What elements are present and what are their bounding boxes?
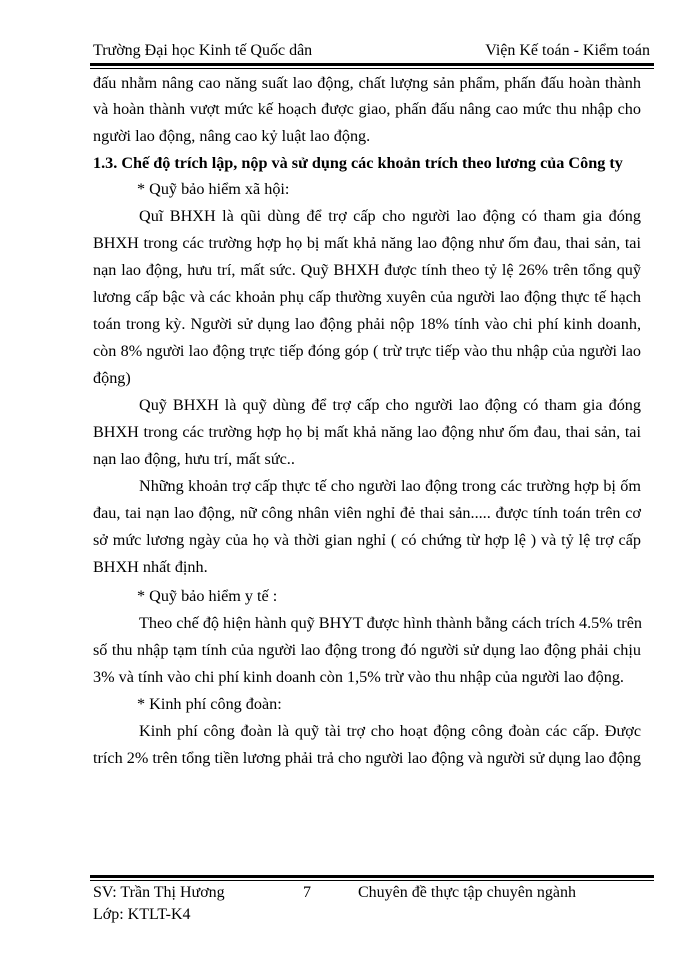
text-line: nạn lao động, hưu trí, mất sức. Quỹ BHXH được tính theo tỷ lệ 26% trên tổng quỹ	[93, 261, 641, 279]
footer-report-title: Chuyên đề thực tập chuyên ngành	[358, 884, 576, 901]
page-number: 7	[303, 884, 311, 901]
footer-rule-thin	[90, 880, 654, 881]
text-line: Quĩ BHXH là qũi dùng để trợ cấp cho người lao động có tham gia đóng	[139, 207, 641, 225]
header-university: Trường Đại học Kinh tế Quốc dân	[93, 42, 313, 59]
header-institute: Viện Kế toán - Kiểm toán	[485, 42, 650, 59]
header-rule-thick	[90, 63, 654, 66]
subheading-bhxh: * Quỹ bảo hiểm xã hội:	[137, 180, 290, 198]
text-line: Theo chế độ hiện hành quỹ BHYT được hình thành bằng cách trích 4.5% trên	[139, 614, 642, 632]
footer-class: Lớp: KTLT-K4	[93, 906, 191, 923]
text-line: lương cấp bậc và các khoản phụ cấp thường xuyên của người lao động thực tế hạch	[93, 288, 641, 306]
section-heading: 1.3. Chế độ trích lập, nộp và sử dụng các khoản trích theo lương của Công ty	[93, 154, 623, 172]
text-line: BHXH trong các trường hợp họ bị mất khả năng lao động như ốm đau, thai sản, tai	[93, 423, 641, 441]
text-line: đau, tai nạn lao động, nữ công nhân viên nghỉ đẻ thai sản..... được tính toán trên cơ	[93, 504, 641, 522]
text-line: sở mức lương ngày của họ và thời gian nghỉ ( có chứng từ hợp lệ ) và tỷ lệ trợ cấp	[93, 531, 641, 549]
text-line: còn 8% người lao động trực tiếp đóng góp ( trừ trực tiếp vào thu nhập của người lao	[93, 342, 641, 360]
text-line: và hoàn thành vượt mức kế hoạch được giao, phấn đấu nâng cao mức thu nhập cho	[93, 100, 641, 118]
subheading-kpcd: * Kinh phí công đoàn:	[137, 695, 282, 713]
text-line: toán trong kỳ. Người sử dụng lao động phải nộp 18% tính vào chi phí kinh doanh,	[93, 315, 641, 333]
text-line: đấu nhằm nâng cao năng suất lao động, chất lượng sản phẩm, phấn đấu hoàn thành	[93, 74, 641, 92]
subheading-bhyt: * Quỹ bảo hiểm y tế :	[137, 587, 278, 605]
text-line: BHXH trong các trường hợp họ bị mất khả năng lao động như ốm đau, thai sản, tai	[93, 234, 641, 252]
text-line: 3% và tính vào chi phí kinh doanh còn 1,5% trừ vào thu nhập của người lao động.	[93, 668, 624, 686]
text-line: Những khoản trợ cấp thực tế cho người lao động trong các trường hợp bị ốm	[139, 477, 641, 495]
text-line: Kinh phí công đoàn là quỹ tài trợ cho hoạt động công đoàn các cấp. Được	[139, 722, 641, 740]
text-line: số thu nhập tạm tính của người lao động trong đó người sử dụng lao động phải chịu	[93, 641, 641, 659]
text-line: trích 2% trên tổng tiền lương phải trả cho người lao động và người sử dụng lao động	[93, 749, 641, 767]
page-header	[93, 42, 650, 64]
text-line: người lao động, nâng cao kỷ luật lao động.	[93, 127, 371, 145]
footer-rule-thick	[90, 875, 654, 878]
text-line: Quỹ BHXH là quỹ dùng để trợ cấp cho người lao động có tham gia đóng	[139, 396, 641, 414]
text-line: BHXH nhất định.	[93, 558, 208, 576]
text-line: nạn lao động, hưu trí, mất sức..	[93, 450, 295, 468]
footer-student: SV: Trần Thị Hương	[93, 884, 225, 901]
text-line: động)	[93, 369, 131, 387]
